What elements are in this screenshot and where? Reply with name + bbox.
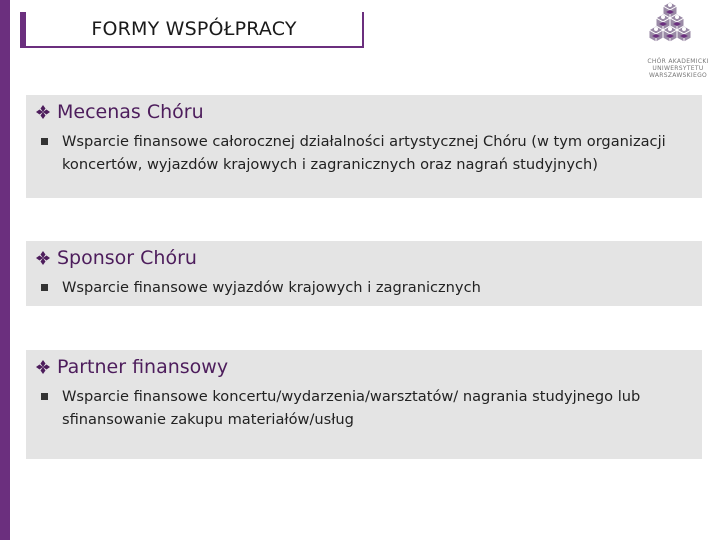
diamond-bullet-icon: [36, 105, 50, 119]
logo-line: CHÓR AKADEMICKI: [647, 58, 709, 65]
section-heading: [36, 247, 692, 269]
square-bullet-icon: [41, 284, 48, 291]
section-bullet: [36, 276, 692, 299]
square-bullet-icon: [41, 393, 48, 400]
logo-line: WARSZAWSKIEGO: [648, 72, 708, 79]
section-bullet-text: Wsparcie finansowe całorocznej działalności artystycznej Chóru (w tym organizacji koncertów, wyjazdów krajowych i zagranicznych oraz nagrań studyjnych): [62, 133, 666, 173]
section-bullet: [36, 385, 692, 431]
square-bullet-icon: [41, 138, 48, 145]
title-frame: [20, 12, 364, 48]
section-bullet: [36, 130, 692, 176]
diamond-bullet-icon: [36, 251, 50, 265]
section-panel-mecenas: [26, 95, 702, 198]
section-panel-sponsor: [26, 241, 702, 306]
left-accent-bar: [0, 0, 10, 540]
section-bullet-text: Wsparcie finansowe koncertu/wydarzenia/warsztatów/ nagrania studyjnego lub sfinansowanie zakupu materiałów/usług: [62, 388, 641, 428]
section-panel-partner: [26, 350, 702, 459]
choir-logo: [634, 0, 720, 82]
diamond-bullet-icon: [36, 360, 50, 374]
choir-cubes-logo-icon: [634, 0, 720, 58]
section-heading-text: Partner finansowy: [57, 356, 229, 378]
logo-line: UNIWERSYTETU: [652, 65, 704, 72]
section-heading-text: Sponsor Chóru: [57, 247, 197, 269]
section-heading: [36, 101, 692, 123]
page-title: FORMY WSPÓŁPRACY: [91, 18, 297, 40]
section-heading-text: Mecenas Chóru: [57, 101, 204, 123]
logo-lettering: [642, 58, 714, 79]
section-heading: [36, 356, 692, 378]
section-bullet-text: Wsparcie finansowe wyjazdów krajowych i zagranicznych: [62, 279, 481, 296]
